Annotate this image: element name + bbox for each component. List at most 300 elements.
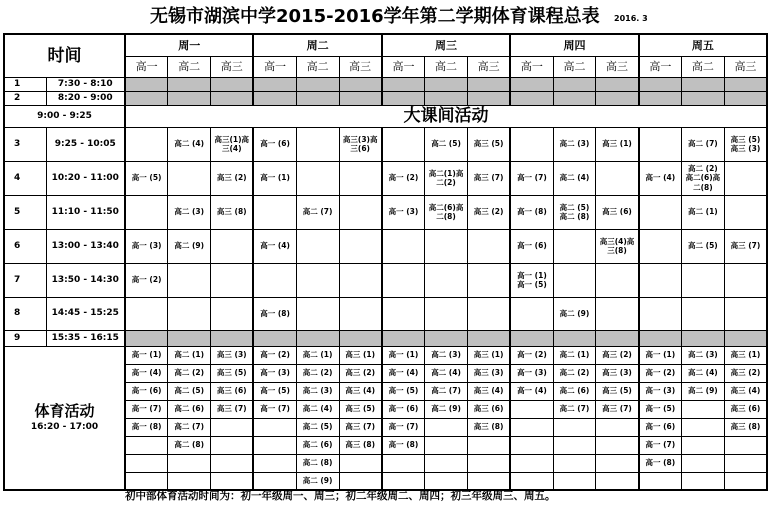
grade-header: 高二 xyxy=(296,56,339,77)
activity-cell xyxy=(467,382,510,400)
period-time: 10:20 - 11:00 xyxy=(46,161,125,195)
lesson-cell xyxy=(639,297,682,330)
unavailable-cell xyxy=(296,91,339,105)
activity-cell xyxy=(724,454,767,472)
unavailable-cell xyxy=(553,330,596,346)
activity-cell xyxy=(681,382,724,400)
activity-cell xyxy=(724,472,767,490)
period-row xyxy=(4,297,767,330)
unavailable-cell xyxy=(296,77,339,91)
activity-cell xyxy=(681,418,724,436)
activity-class-entry: 高二 (4) xyxy=(302,404,333,414)
lesson-cell xyxy=(639,127,682,161)
class-entry: 高一 (7) xyxy=(517,173,547,183)
activity-class-entry: 高二 (1) xyxy=(559,350,590,360)
activity-cell xyxy=(296,346,339,364)
activity-cell xyxy=(553,418,596,436)
lesson-cell xyxy=(211,263,254,297)
activity-cell xyxy=(596,382,639,400)
unavailable-cell xyxy=(211,77,254,91)
lesson-cell xyxy=(553,127,596,161)
activity-cell xyxy=(510,418,553,436)
activity-class-entry: 高二 (6) xyxy=(174,404,205,414)
activity-class-entry: 高三 (1) xyxy=(473,350,504,360)
activity-cell xyxy=(168,454,211,472)
class-entry: 高一 (8) xyxy=(260,308,290,318)
day-header-tuesday: 周二 xyxy=(253,34,381,56)
lesson-cell xyxy=(425,161,468,195)
grade-header: 高一 xyxy=(125,56,168,77)
activity-class-entry: 高二 (2) xyxy=(302,368,333,378)
class-entry: 高三(3)高三(6) xyxy=(342,134,378,153)
activity-class-entry: 高一 (4) xyxy=(517,386,547,396)
lesson-cell xyxy=(724,229,767,263)
activity-cell xyxy=(296,472,339,490)
lesson-cell xyxy=(339,127,382,161)
activity-cell xyxy=(467,400,510,418)
unavailable-cell xyxy=(510,91,553,105)
grade-header: 高二 xyxy=(553,56,596,77)
activity-class-entry: 高一 (3) xyxy=(645,386,676,396)
activity-class-entry: 高三 (3) xyxy=(473,368,504,378)
unavailable-cell xyxy=(382,330,425,346)
activity-class-entry: 高二 (3) xyxy=(302,386,333,396)
unavailable-cell xyxy=(553,91,596,105)
activity-cell xyxy=(553,454,596,472)
lesson-cell xyxy=(724,161,767,195)
class-entry: 高一 (8) xyxy=(517,207,547,217)
unavailable-cell xyxy=(553,77,596,91)
period-number: 5 xyxy=(4,195,46,229)
activity-cell xyxy=(382,346,425,364)
unavailable-cell xyxy=(681,330,724,346)
lesson-cell xyxy=(510,195,553,229)
grade-header: 高一 xyxy=(382,56,425,77)
unavailable-cell xyxy=(253,77,296,91)
unavailable-cell xyxy=(125,91,168,105)
activity-cell xyxy=(639,436,682,454)
pe-timetable xyxy=(3,33,768,491)
activity-class-entry: 高二 (2) xyxy=(174,368,205,378)
activity-cell xyxy=(168,346,211,364)
class-entry: 高二 (7) xyxy=(688,139,718,149)
activity-cell xyxy=(510,472,553,490)
grade-header: 高二 xyxy=(425,56,468,77)
lesson-cell xyxy=(639,263,682,297)
activity-cell xyxy=(553,472,596,490)
lesson-cell xyxy=(639,229,682,263)
activity-class-entry: 高三 (6) xyxy=(216,386,247,396)
unavailable-cell xyxy=(467,91,510,105)
activity-cell xyxy=(596,454,639,472)
class-entry: 高一 (3) xyxy=(131,241,162,251)
activity-class-entry: 高三 (8) xyxy=(473,422,504,432)
unavailable-cell xyxy=(125,330,168,346)
activity-class-entry: 高三 (3) xyxy=(602,368,632,378)
activity-cell xyxy=(253,454,296,472)
period-number: 3 xyxy=(4,127,46,161)
period-row xyxy=(4,195,767,229)
unavailable-cell xyxy=(339,77,382,91)
lesson-cell xyxy=(553,263,596,297)
activity-cell xyxy=(168,418,211,436)
activity-cell xyxy=(724,382,767,400)
period-row xyxy=(4,229,767,263)
break-time: 9:00 - 9:25 xyxy=(4,105,125,127)
activity-cell xyxy=(211,454,254,472)
lesson-cell xyxy=(596,263,639,297)
activity-cell xyxy=(211,418,254,436)
class-entry: 高一 (1) xyxy=(517,270,547,280)
unavailable-cell xyxy=(211,91,254,105)
activity-cell xyxy=(211,382,254,400)
activity-cell xyxy=(339,418,382,436)
activity-class-entry: 高二 (8) xyxy=(302,458,333,468)
unavailable-cell xyxy=(382,77,425,91)
activity-cell xyxy=(425,400,468,418)
lesson-cell xyxy=(382,127,425,161)
activity-class-entry: 高三 (8) xyxy=(345,440,376,450)
activity-cell xyxy=(639,454,682,472)
unavailable-cell xyxy=(681,91,724,105)
lesson-cell xyxy=(724,263,767,297)
activity-class-entry: 高三 (5) xyxy=(602,386,632,396)
lesson-cell xyxy=(596,195,639,229)
break-activity-label: 大课间活动 xyxy=(125,105,767,127)
period-number: 9 xyxy=(4,330,46,346)
activity-cell xyxy=(467,346,510,364)
activity-class-entry: 高二 (9) xyxy=(688,386,718,396)
activity-cell xyxy=(211,364,254,382)
activity-cell xyxy=(125,382,168,400)
activity-cell xyxy=(724,400,767,418)
activity-class-entry: 高三 (1) xyxy=(345,350,376,360)
activity-cell xyxy=(168,400,211,418)
activity-cell xyxy=(425,364,468,382)
class-entry: 高二 (9) xyxy=(174,241,205,251)
period-row xyxy=(4,330,767,346)
lesson-cell xyxy=(639,161,682,195)
class-entry: 高一 (1) xyxy=(260,173,290,183)
class-entry: 高二 (5) xyxy=(688,241,718,251)
activity-class-entry: 高二 (5) xyxy=(302,422,333,432)
period-time: 7:30 - 8:10 xyxy=(46,77,125,91)
activity-cell xyxy=(553,436,596,454)
activity-class-entry: 高一 (3) xyxy=(517,368,547,378)
activity-class-entry: 高三 (1) xyxy=(730,350,761,360)
activity-cell xyxy=(639,400,682,418)
activity-class-entry: 高二 (8) xyxy=(174,440,205,450)
grade-header: 高一 xyxy=(510,56,553,77)
lesson-cell xyxy=(296,263,339,297)
activity-cell xyxy=(467,454,510,472)
activity-cell xyxy=(425,346,468,364)
unavailable-cell xyxy=(596,77,639,91)
class-entry: 高三 (7) xyxy=(473,173,504,183)
lesson-cell xyxy=(253,127,296,161)
lesson-cell xyxy=(253,297,296,330)
activity-cell xyxy=(296,400,339,418)
class-entry: 高二 (4) xyxy=(559,173,590,183)
lesson-cell xyxy=(382,297,425,330)
lesson-cell xyxy=(125,229,168,263)
unavailable-cell xyxy=(596,330,639,346)
unavailable-cell xyxy=(339,330,382,346)
break-row xyxy=(4,105,767,127)
class-entry: 高二 (5) xyxy=(559,202,590,212)
activity-cell xyxy=(467,364,510,382)
activity-cell xyxy=(382,418,425,436)
activity-class-entry: 高三 (3) xyxy=(216,350,247,360)
unavailable-cell xyxy=(467,330,510,346)
class-entry: 高三 (2) xyxy=(473,207,504,217)
activity-cell xyxy=(467,418,510,436)
period-row xyxy=(4,161,767,195)
activity-class-entry: 高一 (7) xyxy=(645,440,676,450)
class-entry: 高三 (3) xyxy=(730,144,761,153)
activity-cell xyxy=(382,400,425,418)
lesson-cell xyxy=(467,195,510,229)
lesson-cell xyxy=(681,161,724,195)
unavailable-cell xyxy=(724,77,767,91)
class-entry: 高二(1)高二(2) xyxy=(428,168,464,187)
lesson-cell xyxy=(596,161,639,195)
period-row xyxy=(4,127,767,161)
activity-cell xyxy=(168,364,211,382)
lesson-cell xyxy=(425,127,468,161)
lesson-cell xyxy=(425,263,468,297)
day-header-friday: 周五 xyxy=(639,34,767,56)
class-entry: 高一 (6) xyxy=(260,139,290,149)
activity-cell xyxy=(211,400,254,418)
activity-cell xyxy=(253,346,296,364)
activity-class-entry: 高二 (3) xyxy=(431,350,461,360)
unavailable-cell xyxy=(339,91,382,105)
activity-cell xyxy=(168,436,211,454)
activity-cell xyxy=(339,364,382,382)
class-entry: 高二 (3) xyxy=(174,207,205,217)
activity-cell xyxy=(296,382,339,400)
class-entry: 高一 (4) xyxy=(645,173,676,183)
lesson-cell xyxy=(296,161,339,195)
activity-cell xyxy=(639,346,682,364)
unavailable-cell xyxy=(639,91,682,105)
lesson-cell xyxy=(467,127,510,161)
activity-class-entry: 高二 (5) xyxy=(174,386,205,396)
lesson-cell xyxy=(510,229,553,263)
activity-class-entry: 高一 (1) xyxy=(645,350,676,360)
lesson-cell xyxy=(467,161,510,195)
lesson-cell xyxy=(596,229,639,263)
lesson-cell xyxy=(168,297,211,330)
grade-header: 高三 xyxy=(724,56,767,77)
lesson-cell xyxy=(382,195,425,229)
lesson-cell xyxy=(125,127,168,161)
unavailable-cell xyxy=(382,91,425,105)
activity-class-entry: 高一 (2) xyxy=(260,350,290,360)
activity-class-entry: 高三 (7) xyxy=(602,404,632,414)
activity-cell xyxy=(510,454,553,472)
activity-cell xyxy=(724,346,767,364)
document-title: 无锡市湖滨中学2015-2016学年第二学期体育课程总表 xyxy=(150,6,600,27)
lesson-cell xyxy=(125,263,168,297)
lesson-cell xyxy=(168,195,211,229)
lesson-cell xyxy=(125,161,168,195)
activity-cell xyxy=(639,364,682,382)
activity-class-entry: 高一 (5) xyxy=(260,386,290,396)
lesson-cell xyxy=(467,263,510,297)
class-entry: 高三(4)高三(8) xyxy=(599,236,635,255)
activity-cell xyxy=(125,346,168,364)
activity-class-entry: 高三 (8) xyxy=(730,422,761,432)
activity-class-entry: 高二 (3) xyxy=(688,350,718,360)
activity-class-entry: 高二 (4) xyxy=(688,368,718,378)
time-column-header: 时间 xyxy=(4,34,125,77)
unavailable-cell xyxy=(125,77,168,91)
activity-class-entry: 高一 (6) xyxy=(645,422,676,432)
unavailable-cell xyxy=(253,91,296,105)
class-entry: 高一 (5) xyxy=(517,280,547,289)
activity-title: 体育活动 xyxy=(34,402,95,421)
lesson-cell xyxy=(168,161,211,195)
lesson-cell xyxy=(510,297,553,330)
lesson-cell xyxy=(339,195,382,229)
unavailable-cell xyxy=(639,77,682,91)
lesson-cell xyxy=(596,297,639,330)
activity-cell xyxy=(639,418,682,436)
lesson-cell xyxy=(639,195,682,229)
lesson-cell xyxy=(339,229,382,263)
activity-class-entry: 高二 (6) xyxy=(559,386,590,396)
class-entry: 高二 (2) xyxy=(688,163,718,173)
activity-cell xyxy=(382,436,425,454)
class-entry: 高二 (5) xyxy=(431,139,461,149)
unavailable-cell xyxy=(510,77,553,91)
activity-cell xyxy=(681,454,724,472)
activity-cell xyxy=(211,436,254,454)
lesson-cell xyxy=(510,161,553,195)
activity-cell xyxy=(125,400,168,418)
activity-cell xyxy=(467,436,510,454)
activity-cell xyxy=(553,400,596,418)
lesson-cell xyxy=(724,127,767,161)
activity-class-entry: 高三 (6) xyxy=(730,404,761,414)
activity-cell xyxy=(125,436,168,454)
lesson-cell xyxy=(125,195,168,229)
activity-class-entry: 高三 (4) xyxy=(345,386,376,396)
activity-cell xyxy=(425,436,468,454)
class-entry: 高一 (4) xyxy=(260,241,290,251)
activity-cell xyxy=(168,382,211,400)
activity-cell xyxy=(339,436,382,454)
lesson-cell xyxy=(168,127,211,161)
activity-cell xyxy=(510,346,553,364)
activity-class-entry: 高一 (1) xyxy=(131,350,162,360)
grade-header: 高一 xyxy=(639,56,682,77)
grade-header: 高三 xyxy=(467,56,510,77)
period-number: 4 xyxy=(4,161,46,195)
lesson-cell xyxy=(382,229,425,263)
activity-cell xyxy=(253,382,296,400)
lesson-cell xyxy=(425,195,468,229)
period-number: 1 xyxy=(4,77,46,91)
activity-cell xyxy=(681,472,724,490)
class-entry: 高三 (2) xyxy=(216,173,247,183)
grade-header: 高三 xyxy=(211,56,254,77)
activity-class-entry: 高三 (4) xyxy=(730,386,761,396)
unavailable-cell xyxy=(296,330,339,346)
period-number: 8 xyxy=(4,297,46,330)
lesson-cell xyxy=(425,229,468,263)
activity-cell xyxy=(296,364,339,382)
class-entry: 高二 (1) xyxy=(688,207,718,217)
period-number: 2 xyxy=(4,91,46,105)
activity-cell xyxy=(510,382,553,400)
activity-cell xyxy=(425,472,468,490)
unavailable-cell xyxy=(168,77,211,91)
activity-class-entry: 高一 (6) xyxy=(131,386,162,396)
period-time: 15:35 - 16:15 xyxy=(46,330,125,346)
footer-note: 初中部体育活动时间为：初一年级周一、周三；初二年级周二、周四；初三年级周三、周五。 xyxy=(125,490,556,502)
lesson-cell xyxy=(296,229,339,263)
activity-class-entry: 高一 (6) xyxy=(388,404,419,414)
lesson-cell xyxy=(382,161,425,195)
activity-cell xyxy=(253,400,296,418)
activity-label-cell xyxy=(4,346,125,490)
unavailable-cell xyxy=(425,91,468,105)
lesson-cell xyxy=(596,127,639,161)
day-header-thursday: 周四 xyxy=(510,34,638,56)
unavailable-cell xyxy=(425,330,468,346)
lesson-cell xyxy=(510,263,553,297)
unavailable-cell xyxy=(211,330,254,346)
lesson-cell xyxy=(168,263,211,297)
activity-class-entry: 高二 (7) xyxy=(559,404,590,414)
class-entry: 高二 (8) xyxy=(559,212,590,221)
activity-cell xyxy=(639,472,682,490)
activity-class-entry: 高一 (5) xyxy=(388,386,419,396)
class-entry: 高一 (2) xyxy=(131,275,162,285)
lesson-cell xyxy=(253,195,296,229)
lesson-cell xyxy=(553,297,596,330)
activity-row xyxy=(4,346,767,364)
activity-class-entry: 高三 (2) xyxy=(345,368,376,378)
activity-class-entry: 高一 (7) xyxy=(131,404,162,414)
class-entry: 高三 (8) xyxy=(216,207,247,217)
activity-class-entry: 高一 (2) xyxy=(517,350,547,360)
period-time: 13:00 - 13:40 xyxy=(46,229,125,263)
period-number: 6 xyxy=(4,229,46,263)
activity-cell xyxy=(596,364,639,382)
lesson-cell xyxy=(681,127,724,161)
lesson-cell xyxy=(211,161,254,195)
period-time: 13:50 - 14:30 xyxy=(46,263,125,297)
lesson-cell xyxy=(553,195,596,229)
lesson-cell xyxy=(724,297,767,330)
activity-cell xyxy=(553,382,596,400)
lesson-cell xyxy=(253,161,296,195)
activity-cell xyxy=(467,472,510,490)
lesson-cell xyxy=(553,229,596,263)
unavailable-cell xyxy=(596,91,639,105)
activity-cell xyxy=(382,454,425,472)
activity-class-entry: 高三 (2) xyxy=(730,368,761,378)
activity-class-entry: 高三 (5) xyxy=(216,368,247,378)
activity-class-entry: 高三 (2) xyxy=(602,350,632,360)
lesson-cell xyxy=(339,161,382,195)
activity-class-entry: 高一 (7) xyxy=(260,404,290,414)
lesson-cell xyxy=(382,263,425,297)
